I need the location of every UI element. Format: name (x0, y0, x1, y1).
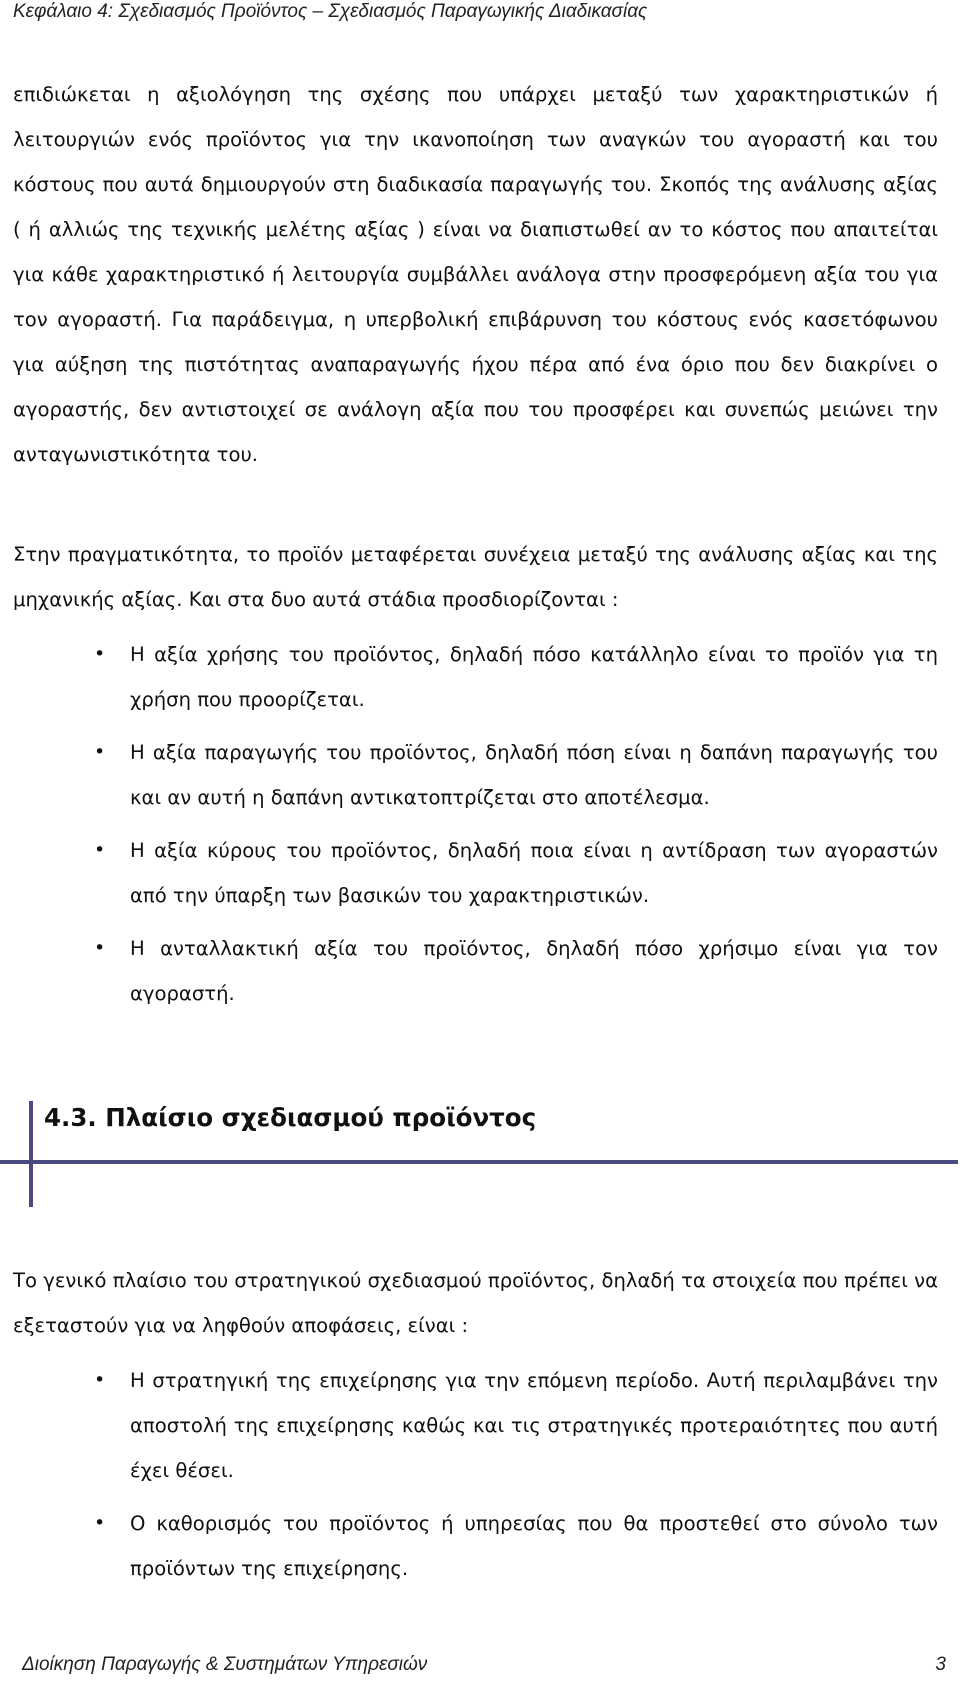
list-item-text: Ο καθορισμός του προϊόντος ή υπηρεσίας που θα προστεθεί στο σύνολο των προϊόντων της επιχείρησης. (130, 1512, 938, 1580)
body-block-3 (13, 1258, 938, 1348)
bullet-icon: • (94, 741, 106, 763)
list-item-text: Η ανταλλακτική αξία του προϊόντος, δηλαδή πόσο χρήσιμο είναι για τον αγοραστή. (130, 937, 938, 1005)
bullet-list-framework (13, 1358, 938, 1591)
body-paragraph: Στην πραγματικότητα, το προϊόν μεταφέρεται συνέχεια μεταξύ της ανάλυσης αξίας και της μηχανικής αξίας. Και στα δυο αυτά στάδια προσδιορίζονται : (13, 543, 938, 611)
body-block-2 (13, 532, 938, 622)
bullet-list-value-types (13, 632, 938, 1016)
section-heading: 4.3. Πλαίσιο σχεδιασμού προϊόντος (44, 1103, 537, 1132)
list-item (13, 1358, 938, 1493)
bullet-icon: • (94, 643, 106, 665)
body-block-1 (13, 72, 938, 477)
body-paragraph: Το γενικό πλαίσιο του στρατηγικού σχεδιασμού προϊόντος, δηλαδή τα στοιχεία που πρέπει να εξεταστούν για να ληφθούν αποφάσεις, είναι : (13, 1269, 938, 1337)
list-item (13, 632, 938, 722)
heading-rule-horizontal (0, 1160, 958, 1164)
bullet-icon: • (94, 839, 106, 861)
list-item (13, 828, 938, 918)
page-number: 3 (935, 1654, 946, 1675)
running-header: Κεφάλαιο 4: Σχεδιασμός Προϊόντος – Σχεδιασμός Παραγωγικής Διαδικασίας (13, 1, 648, 22)
list-item-text: Η αξία κύρους του προϊόντος, δηλαδή ποια είναι η αντίδραση των αγοραστών από την ύπαρξη των βασικών του χαρακτηριστικών. (130, 839, 938, 907)
list-item-text: Η αξία παραγωγής του προϊόντος, δηλαδή πόση είναι η δαπάνη παραγωγής του και αν αυτή η δαπάνη αντικατοπτρίζεται στο αποτέλεσμα. (130, 741, 938, 809)
bullet-icon: • (94, 937, 106, 959)
heading-rule-vertical (29, 1101, 33, 1207)
body-paragraph: επιδιώκεται η αξιολόγηση της σχέσης που υπάρχει μεταξύ των χαρακτηριστικών ή λειτουργιών ενός προϊόντος για την ικανοποίηση των αναγκών του αγοραστή και του κόστους που αυτά δημιουργούν στη διαδικασία παραγωγής του. Σκοπός της ανάλυσης αξίας ( ή αλλιώς της τεχνικής μελέτης αξίας ) είναι να διαπιστωθεί αν το κόστος που απαιτείται για κάθε χαρακτηριστικό ή λειτουργία συμβάλλει ανάλογα στην προσφερόμενη αξία του για τον αγοραστή. Για παράδειγμα, η υπερβολική επιβάρυνση του κόστους ενός κασετόφωνου για αύξηση της πιστότητας αναπαραγωγής ήχου πέρα από ένα όριο που δεν διακρίνει ο αγοραστής, δεν αντιστοιχεί σε ανάλογη αξία που του προσφέρει και συνεπώς μειώνει την ανταγωνιστικότητα του. (13, 83, 938, 466)
list-item (13, 926, 938, 1016)
bullet-icon: • (94, 1512, 106, 1534)
list-item-text: Η αξία χρήσης του προϊόντος, δηλαδή πόσο κατάλληλο είναι το προϊόν για τη χρήση που προορίζεται. (130, 643, 938, 711)
list-item (13, 730, 938, 820)
list-item (13, 1501, 938, 1591)
list-item-text: Η στρατηγική της επιχείρησης για την επόμενη περίοδο. Αυτή περιλαμβάνει την αποστολή της επιχείρησης καθώς και τις στρατηγικές προτεραιότητες που αυτή έχει θέσει. (130, 1369, 938, 1482)
running-footer: Διοίκηση Παραγωγής & Συστημάτων Υπηρεσιών (22, 1654, 428, 1675)
bullet-icon: • (94, 1369, 106, 1391)
